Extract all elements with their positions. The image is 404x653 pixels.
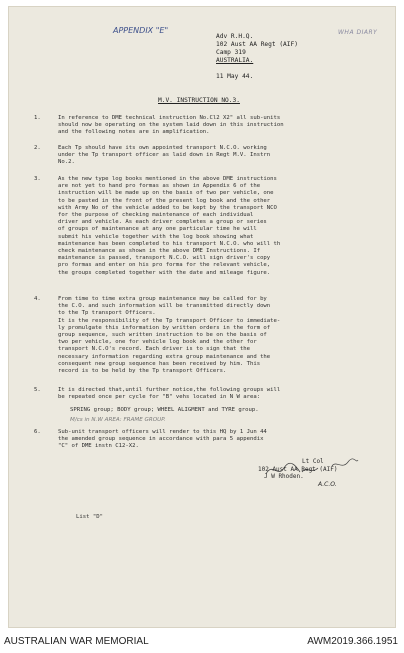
paragraph-text: In reference to DME technical instruction No.Cl2 X2" all sub-units should now be operating on the system laid down in this instruction and the following notes are in amplification. [58, 115, 284, 136]
paragraph-text: It is directed that,until further notice,the following groups will be repeated once per cycle for "B" vehs located in N W area: [58, 387, 281, 401]
signature-rank: Lt Col [302, 458, 324, 465]
header-line-3: Camp 319 [216, 49, 246, 56]
paragraph-number: 3. [34, 176, 41, 182]
maintenance-groups-line: SPRING group; BODY group; WHEEL ALIGMENT and TYRE group. [70, 407, 259, 413]
paragraph-number: 2. [34, 145, 41, 151]
signature-unit: 102 Aust AA Regt (AIF) [258, 465, 338, 473]
header-line-1: Adv R.H.Q. [216, 33, 254, 40]
archive-footer [0, 632, 404, 653]
corner-annotation: WHA DIARY [338, 29, 378, 36]
signature-block [258, 458, 337, 488]
paragraph-text: From time to time extra group maintenance may be called for by the C.O. and such information will be transmitted directly down to the Tp transport Officers. It is the responsibility of the Tp transport Officer to immediate- ly promulgate this information by written orders in the form of group sequence, such written instruction to be on the basis of two per vehicle, one for vehicle log book and the other for transport N.C.O's record. Each driver is to sign that the necessary information regarding extra group maintenance and the consequent new group sequence has been received by him. This record is to be held by the Tp transport Officers. [58, 296, 281, 375]
header-line-2: 102 Aust AA Regt (AIF) [216, 41, 298, 48]
signature-role: A.C.O. [318, 480, 337, 488]
footer-institution: AUSTRALIAN WAR MEMORIAL [4, 636, 149, 647]
paragraph-4 [34, 296, 382, 375]
appendix-annotation: APPENDIX "E" [113, 26, 169, 35]
paragraph-5 [34, 387, 382, 401]
paragraph-1 [34, 115, 382, 137]
header-line-4: AUSTRALIA. [216, 57, 254, 64]
paragraph-number: 4. [34, 296, 41, 302]
footer-accession: AWM2019.366.1951 [307, 636, 398, 647]
paragraph-text: As the new type log books mentioned in the above DME instructions are not yet to hand pro formas as shown in Appendix 6 of the instruction will be made up on the basis of two per vehicle, one to be pasted in the front of the present log book and the other with Army No of the vehicle added to be kept by the transport NCO for the purpose of checking maintenance of each individual driver and vehicle. As each driver completes a group or series of groups of maintenance at any one particular time he will submit his vehicle together with the log book showing what maintenance has been completed to his transport N.C.O. who will th check maintenance as shown in the above DME Instructions. If maintenance is passed, transport N.C.O. will sign driver's copy pro formas and enter on his pro forma for the relevant vehicle, the groups completed together with the date and mileage figure. [58, 176, 281, 276]
paragraph-text: Sub-unit transport officers will render to this HQ by 1 Jun 44 the amended group sequence in accordance with para 5 appendix "C" of DME instn C12-X2. [58, 429, 267, 450]
paragraph-6 [34, 429, 382, 451]
address-header [216, 33, 298, 81]
paragraph-number: 6. [34, 429, 41, 435]
document-page [8, 6, 396, 628]
list-reference: List "D" [76, 514, 103, 520]
paragraph-3 [34, 176, 382, 277]
paragraph-number: 1. [34, 115, 41, 121]
pencil-note: M/cs in N.W AREA: FRAME GROUP. [70, 417, 166, 423]
paragraph-2 [34, 145, 382, 167]
paragraph-number: 5. [34, 387, 41, 393]
header-date: 11 May 44. [216, 73, 254, 80]
signature-name: J W Rhoden. [264, 473, 304, 480]
document-title: M.V. INSTRUCTION NO.3. [158, 97, 240, 104]
paragraph-text: Each Tp should have its own appointed transport N.C.O. working under the Tp transport officer as laid down in Regt M.V. Instrn No.2. [58, 145, 271, 166]
